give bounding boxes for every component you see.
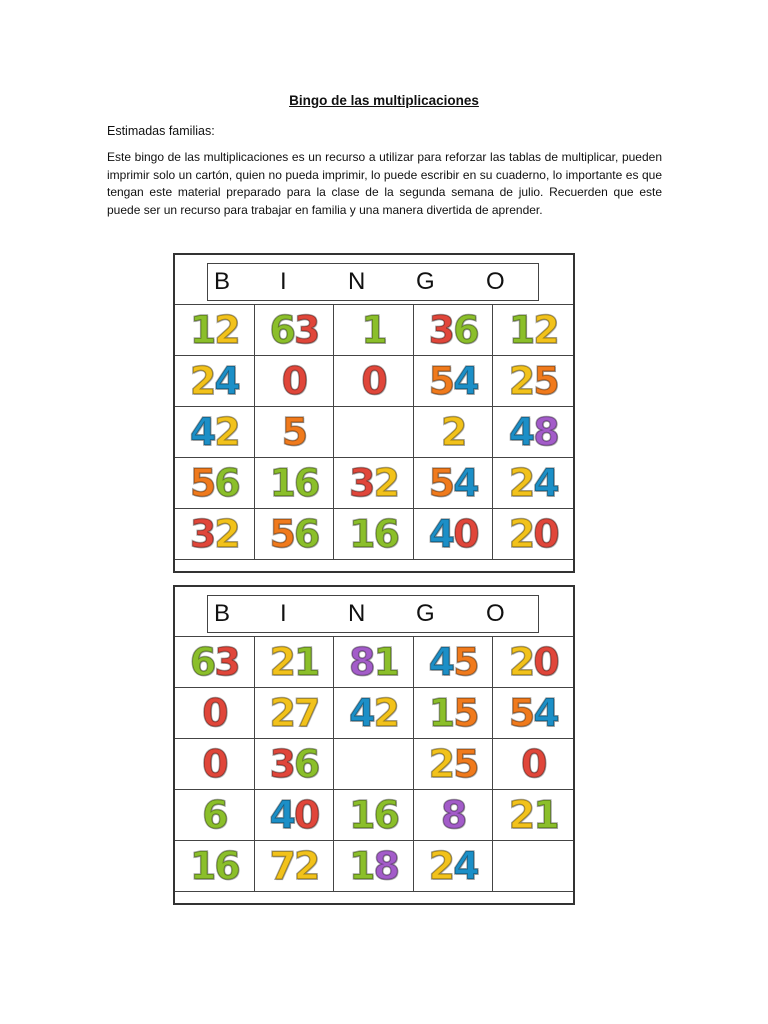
bingo-digit: 1	[533, 793, 558, 837]
bingo-cell	[175, 739, 255, 790]
bingo-digit: 8	[533, 410, 558, 454]
bingo-number	[202, 691, 227, 735]
bingo-digit: 2	[269, 640, 294, 684]
bingo-digit: 4	[428, 512, 454, 556]
bingo-number	[520, 742, 546, 786]
bingo-digit: 1	[189, 308, 215, 352]
bingo-digit: 1	[269, 461, 294, 505]
bingo-number	[189, 308, 239, 352]
bingo-digit: 2	[428, 844, 454, 888]
bingo-number	[361, 308, 386, 352]
bingo-cell-empty	[334, 739, 414, 790]
bingo-number	[269, 691, 319, 735]
bingo-grid	[175, 305, 573, 560]
bingo-digit: 2	[269, 691, 294, 735]
bingo-digit: 1	[189, 844, 215, 888]
bingo-digit: 5	[269, 512, 294, 556]
bingo-letter-b: B	[214, 268, 231, 295]
bingo-digit: 5	[453, 742, 478, 786]
bingo-digit: 6	[269, 308, 294, 352]
bingo-digit: 4	[269, 793, 294, 837]
bingo-digit: 2	[189, 359, 215, 403]
bingo-number	[428, 461, 478, 505]
bingo-cell	[175, 407, 255, 458]
bingo-number	[189, 640, 239, 684]
bingo-cell	[175, 688, 255, 739]
bingo-cell	[175, 790, 255, 841]
bingo-cell	[414, 841, 494, 892]
bingo-digit: 6	[189, 640, 215, 684]
bingo-number	[202, 742, 227, 786]
bingo-digit: 1	[428, 691, 454, 735]
bingo-cell	[493, 739, 573, 790]
card-footer	[175, 560, 573, 571]
bingo-digit: 1	[349, 793, 374, 837]
bingo-cell	[493, 688, 573, 739]
bingo-digit: 6	[373, 793, 398, 837]
bingo-number	[508, 640, 558, 684]
bingo-cell	[414, 637, 494, 688]
bingo-digit: 3	[349, 461, 374, 505]
card-footer	[175, 892, 573, 903]
greeting: Estimadas familias:	[107, 124, 215, 138]
bingo-number	[361, 359, 386, 403]
bingo-digit: 4	[453, 844, 478, 888]
bingo-digit: 2	[293, 844, 319, 888]
bingo-digit: 2	[214, 410, 239, 454]
bingo-number	[269, 461, 319, 505]
bingo-cell	[334, 841, 414, 892]
bingo-number	[508, 359, 558, 403]
bingo-cell	[255, 509, 335, 560]
bingo-digit: 5	[428, 359, 454, 403]
bingo-digit: 2	[508, 461, 534, 505]
bingo-cell	[414, 356, 494, 407]
bingo-digit: 4	[453, 359, 478, 403]
bingo-digit: 3	[269, 742, 294, 786]
bingo-cell	[493, 356, 573, 407]
bingo-number	[508, 461, 558, 505]
bingo-digit: 3	[189, 512, 215, 556]
bingo-letter-i: I	[280, 600, 287, 627]
bingo-digit: 2	[373, 461, 398, 505]
bingo-digit: 2	[508, 640, 534, 684]
bingo-cell-empty	[493, 841, 573, 892]
bingo-header-box	[207, 595, 539, 633]
bingo-number	[440, 793, 466, 837]
bingo-digit: 1	[361, 308, 386, 352]
bingo-cell	[493, 637, 573, 688]
bingo-digit: 4	[214, 359, 239, 403]
bingo-cell	[255, 637, 335, 688]
bingo-digit: 8	[440, 793, 466, 837]
bingo-digit: 3	[293, 308, 319, 352]
card-header	[175, 255, 573, 305]
bingo-digit: 2	[508, 793, 534, 837]
bingo-cell	[334, 509, 414, 560]
bingo-digit: 4	[533, 691, 558, 735]
bingo-cell	[175, 637, 255, 688]
bingo-number	[349, 512, 398, 556]
bingo-digit: 4	[508, 410, 534, 454]
bingo-digit: 5	[428, 461, 454, 505]
bingo-cell	[334, 356, 414, 407]
bingo-digit: 2	[214, 308, 239, 352]
bingo-digit: 5	[508, 691, 534, 735]
bingo-number	[349, 461, 398, 505]
bingo-cell	[255, 688, 335, 739]
bingo-cell	[414, 688, 494, 739]
bingo-digit: 0	[281, 359, 307, 403]
bingo-number	[269, 308, 319, 352]
bingo-digit: 1	[508, 308, 534, 352]
bingo-digit: 0	[533, 640, 558, 684]
bingo-number	[269, 844, 319, 888]
bingo-number	[428, 691, 478, 735]
bingo-number	[440, 410, 466, 454]
bingo-number	[428, 308, 478, 352]
bingo-digit: 7	[269, 844, 294, 888]
bingo-grid	[175, 637, 573, 892]
bingo-cell	[414, 790, 494, 841]
bingo-digit: 5	[453, 640, 478, 684]
bingo-number	[269, 742, 319, 786]
bingo-digit: 1	[349, 512, 374, 556]
bingo-digit: 8	[373, 844, 398, 888]
bingo-digit: 0	[293, 793, 319, 837]
bingo-digit: 0	[202, 691, 227, 735]
bingo-digit: 2	[214, 512, 239, 556]
bingo-cell	[414, 739, 494, 790]
bingo-digit: 0	[202, 742, 227, 786]
bingo-number	[269, 640, 319, 684]
bingo-number	[508, 512, 558, 556]
bingo-letter-g: G	[416, 600, 435, 627]
bingo-letter-g: G	[416, 268, 435, 295]
bingo-number	[349, 793, 398, 837]
bingo-number	[508, 410, 558, 454]
bingo-letter-o: O	[486, 600, 505, 627]
bingo-cell	[493, 509, 573, 560]
bingo-digit: 2	[440, 410, 466, 454]
bingo-digit: 5	[453, 691, 478, 735]
bingo-digit: 2	[508, 512, 534, 556]
bingo-cell	[334, 305, 414, 356]
bingo-cell	[493, 305, 573, 356]
bingo-digit: 2	[428, 742, 454, 786]
bingo-digit: 8	[349, 640, 374, 684]
bingo-digit: 4	[349, 691, 374, 735]
bingo-number	[349, 844, 398, 888]
bingo-digit: 4	[189, 410, 215, 454]
bingo-cell	[255, 305, 335, 356]
bingo-digit: 6	[293, 512, 319, 556]
bingo-digit: 5	[189, 461, 215, 505]
bingo-cell	[255, 458, 335, 509]
bingo-digit: 6	[373, 512, 398, 556]
card-header	[175, 587, 573, 637]
bingo-number	[428, 844, 478, 888]
bingo-number	[189, 461, 239, 505]
bingo-digit: 3	[428, 308, 454, 352]
bingo-cell	[493, 458, 573, 509]
bingo-header-box	[207, 263, 539, 301]
bingo-number	[189, 410, 239, 454]
bingo-digit: 3	[214, 640, 239, 684]
bingo-digit: 0	[453, 512, 478, 556]
bingo-cell	[175, 356, 255, 407]
bingo-letter-o: O	[486, 268, 505, 295]
bingo-number	[349, 640, 398, 684]
bingo-digit: 0	[361, 359, 386, 403]
bingo-letter-n: N	[348, 268, 366, 295]
bingo-cell	[175, 841, 255, 892]
bingo-cell	[334, 688, 414, 739]
bingo-cell	[255, 841, 335, 892]
bingo-cell	[255, 407, 335, 458]
bingo-cell	[175, 458, 255, 509]
bingo-number	[428, 742, 478, 786]
bingo-number	[281, 410, 307, 454]
bingo-digit: 5	[281, 410, 307, 454]
bingo-number	[202, 793, 227, 837]
bingo-digit: 0	[520, 742, 546, 786]
bingo-cell	[334, 458, 414, 509]
bingo-digit: 4	[453, 461, 478, 505]
bingo-number	[281, 359, 307, 403]
bingo-cell	[414, 305, 494, 356]
bingo-cell	[493, 407, 573, 458]
bingo-letter-n: N	[348, 600, 366, 627]
bingo-digit: 4	[428, 640, 454, 684]
bingo-digit: 6	[202, 793, 227, 837]
bingo-number	[508, 691, 558, 735]
bingo-number	[349, 691, 398, 735]
bingo-digit: 6	[293, 742, 319, 786]
bingo-number	[508, 308, 558, 352]
bingo-cell	[414, 407, 494, 458]
bingo-digit: 2	[373, 691, 398, 735]
bingo-cell	[334, 790, 414, 841]
bingo-card-2	[173, 585, 575, 905]
bingo-number	[508, 793, 558, 837]
bingo-digit: 2	[508, 359, 534, 403]
bingo-cell-empty	[334, 407, 414, 458]
bingo-letter-b: B	[214, 600, 231, 627]
bingo-digit: 6	[293, 461, 319, 505]
bingo-cell	[414, 509, 494, 560]
intro-paragraph: Este bingo de las multiplicaciones es un recurso a utilizar para reforzar las tablas de multiplicar, pueden imprimir solo un cartón, quien no pueda imprimir, lo puede escribir en su cuaderno, lo importante es que tengan este material preparado para la clase de la segunda semana de julio. Recuerden que este puede ser un recurso para trabajar en familia y una manera divertida de aprender.	[107, 150, 662, 217]
bingo-cell	[255, 790, 335, 841]
bingo-digit: 0	[533, 512, 558, 556]
bingo-card-1	[173, 253, 575, 573]
bingo-number	[189, 844, 239, 888]
bingo-digit: 1	[373, 640, 398, 684]
bingo-digit: 6	[453, 308, 478, 352]
bingo-number	[428, 512, 478, 556]
bingo-letter-i: I	[280, 268, 287, 295]
bingo-number	[189, 512, 239, 556]
bingo-number	[428, 640, 478, 684]
bingo-number	[189, 359, 239, 403]
bingo-digit: 7	[293, 691, 319, 735]
bingo-cell	[175, 509, 255, 560]
bingo-number	[269, 793, 319, 837]
bingo-cell	[334, 637, 414, 688]
bingo-digit: 4	[533, 461, 558, 505]
bingo-digit: 2	[533, 308, 558, 352]
bingo-number	[269, 512, 319, 556]
bingo-digit: 5	[533, 359, 558, 403]
bingo-cell	[414, 458, 494, 509]
page-title: Bingo de las multiplicaciones	[289, 93, 479, 108]
bingo-cell	[255, 739, 335, 790]
bingo-digit: 6	[214, 844, 239, 888]
bingo-cell	[175, 305, 255, 356]
bingo-number	[428, 359, 478, 403]
bingo-cell	[493, 790, 573, 841]
bingo-digit: 1	[349, 844, 374, 888]
bingo-digit: 1	[293, 640, 319, 684]
bingo-cell	[255, 356, 335, 407]
bingo-digit: 6	[214, 461, 239, 505]
